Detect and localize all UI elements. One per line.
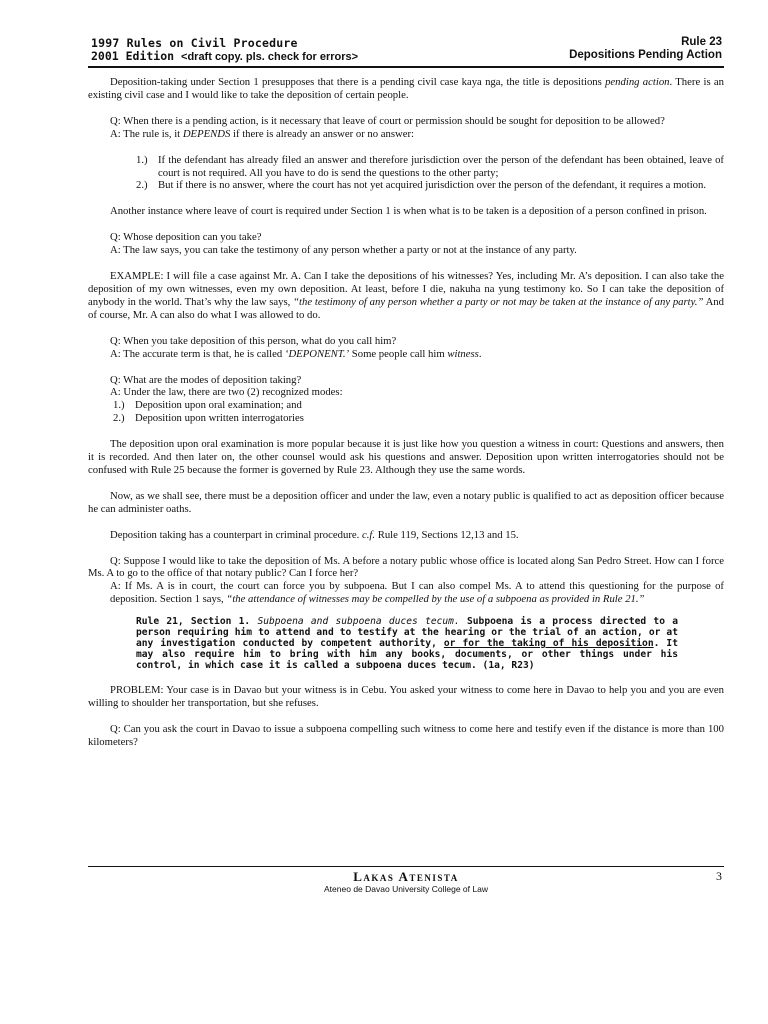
question: Q: Can you ask the court in Davao to issue a subpoena compelling such witness to come here and testify even if the distance is more than 100 kilometers? <box>88 723 724 748</box>
page-footer <box>88 866 724 917</box>
list-item: 1.) Deposition upon oral examination; and <box>113 399 302 412</box>
paragraph: Now, as we shall see, there must be a deposition officer and under the law, even a notary public is qualified to act as deposition officer because he can administer oaths. <box>88 489 724 515</box>
footer-subtitle: Ateneo de Davao University College of Law <box>324 884 488 894</box>
answer: A: The rule is, it DEPENDS if there is already an answer or no answer: <box>110 127 415 140</box>
question: Q: Suppose I would like to take the deposition of Ms. A before a notary public whose office is located along San Pedro Street. How can I force Ms. A to go to the office of that notary public? Can I force her? <box>88 554 724 580</box>
paragraph: The deposition upon oral examination is more popular because it is just like how you question a witness in court: Questions and answers, then it is recorded. And then later on, the other counsel would ask his questions and answer. Deposition upon written interrogatories should not be confused with Rule 25 because the former is governed by Rule 23. Although they use the same words. <box>88 438 724 476</box>
answer: A: The law says, you can take the testimony of any person whether a party or not at the instance of any party. <box>110 244 577 257</box>
list-item: 1.) If the defendant has already filed an answer and therefore jurisdiction over the person of the defendant has been obtained, leave of court is not required. All you have to do is send the questions to the other party; <box>136 153 724 179</box>
paragraph-example: EXAMPLE: I will file a case against Mr. A. Can I take the depositions of his witnesses? Yes, including Mr. A’s deposition. I can also take the deposition of my own witnesses, even my own deposition. At least, before I die, nakuha na yung testimony ko. So I can take the deposition of anybody in the world. That’s why the law says, “the testimony of any person whether a party or not may be taken at the instance of any party.” And of course, Mr. A can also do what I was allowed to do. <box>88 270 724 321</box>
answer: A: The accurate term is that, he is called ‘DEPONENT.’ Some people call him witness. <box>110 347 482 360</box>
footer-title: Lakas Atenista <box>353 869 459 884</box>
answer: A: If Ms. A is in court, the court can force you by subpoena. But I can also compel Ms. A to attend this questioning for the purpose of deposition. Section 1 says, “the attendance of witnesses may be compelled by the use of a subpoena as provided in Rule 21.” <box>110 580 724 606</box>
header-book-title: 1997 Rules on Civil Procedure <box>91 36 298 50</box>
header-edition-year: 2001 Edition <box>91 49 182 63</box>
question: Q: What are the modes of deposition taking? <box>110 373 302 386</box>
rule-underlined-text: or for the taking of his deposition <box>443 638 654 650</box>
question: Q: Whose deposition can you take? <box>110 231 262 244</box>
paragraph: Deposition taking has a counterpart in criminal procedure. c.f. Rule 119, Sections 12,13 and 15. <box>110 528 519 541</box>
paragraph: Deposition-taking under Section 1 presupposes that there is a pending civil case kaya nga, the title is depositions pending action. There is an existing civil case and I would like to take the deposition of certain people. <box>88 76 724 101</box>
numbered-list <box>88 154 724 193</box>
paragraph-problem: PROBLEM: Your case is in Davao but your witness is in Cebu. You asked your witness to come here in Davao to help you and you are even willing to shoulder her transportation, but she refuses. <box>88 684 724 710</box>
page-header <box>88 36 724 68</box>
header-draft-note: <draft copy. pls. check for errors> <box>181 51 359 63</box>
header-edition <box>91 49 358 63</box>
page-body <box>88 76 724 749</box>
rule-citation: Rule 21, Section 1. <box>136 616 251 628</box>
question: Q: When there is a pending action, is it necessary that leave of court or permission should be sought for deposition to be allowed? <box>110 114 665 127</box>
numbered-list <box>88 399 724 425</box>
quoted-rule-provision: Rule 21, Section 1. Subpoena and subpoena duces tecum. Subpoena is a process directed to a person requiring him to attend and to testify at the hearing or the trial of an action, or at any investigation conducted by competent authority, or for the taking of his deposition. It may also require him to bring with him any books, documents, or other things under his control, in which case it is called a subpoena duces tecum. (1a, R23) <box>136 616 679 672</box>
header-rule-number: Rule 23 <box>681 36 722 48</box>
question: Q: When you take deposition of this person, what do you call him? <box>110 334 397 347</box>
list-item: 2.) But if there is no answer, where the court has not yet acquired jurisdiction over the person of the defendant, it requires a motion. <box>136 179 707 192</box>
page-number: 3 <box>716 869 722 883</box>
header-rule-title: Depositions Pending Action <box>569 49 722 61</box>
rule-title: Subpoena and subpoena duces tecum. <box>257 616 460 628</box>
answer: A: Under the law, there are two (2) recognized modes: <box>110 386 343 399</box>
list-item: 2.) Deposition upon written interrogatories <box>113 412 304 425</box>
paragraph: Another instance where leave of court is required under Section 1 is when what is to be taken is a deposition of a person confined in prison. <box>110 205 707 218</box>
